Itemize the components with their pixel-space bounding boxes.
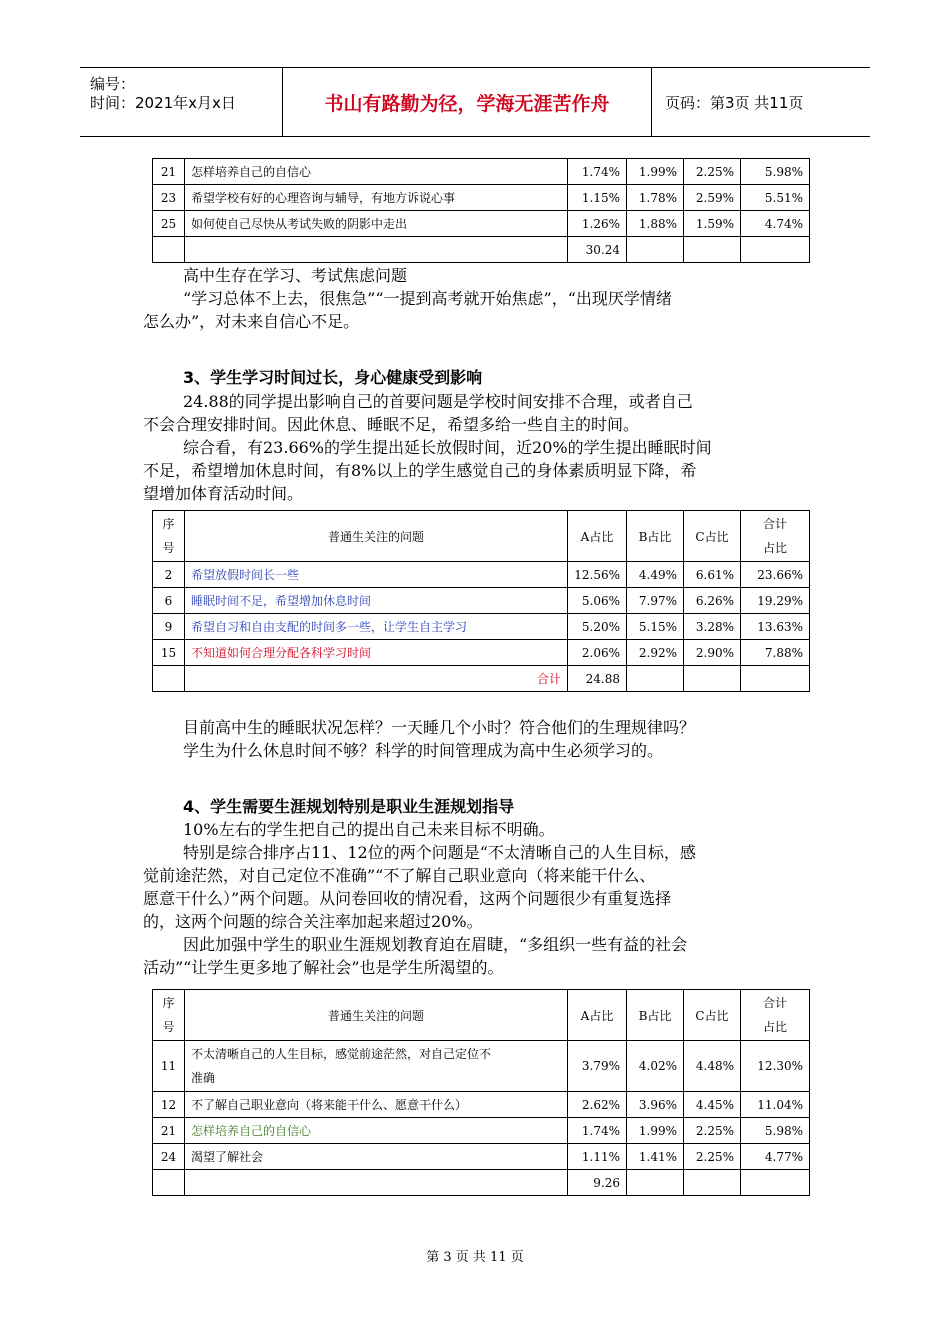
section-4-heading: 4、学生需要生涯规划特别是职业生涯规划指导 <box>183 797 515 816</box>
empty-cell <box>185 237 568 263</box>
text-line: 24.88的同学提出影响自己的首要问题是学校时间安排不合理，或者自己 <box>183 392 693 411</box>
section-3-body <box>143 390 809 505</box>
sum-value: 9.26 <box>568 1170 627 1196</box>
row-issue: 怎样培养自己的自信心 <box>185 159 568 185</box>
text-line: 望增加体育活动时间。 <box>143 484 304 503</box>
empty-cell <box>185 1170 568 1196</box>
table-sum-row <box>153 666 810 692</box>
header-c: C占比 <box>684 990 741 1041</box>
table-row <box>153 1144 810 1170</box>
row-total: 4.74% <box>741 211 810 237</box>
header-total-1: 合计 <box>762 996 787 1010</box>
row-total: 5.98% <box>741 1118 810 1144</box>
row-b: 1.41% <box>627 1144 684 1170</box>
row-total: 23.66% <box>741 562 810 588</box>
empty-cell <box>153 237 185 263</box>
table-row <box>153 211 810 237</box>
header-total <box>741 511 810 562</box>
row-a: 3.79% <box>568 1041 627 1092</box>
header-a: A占比 <box>568 511 627 562</box>
table-header-row <box>153 511 810 562</box>
empty-cell <box>684 1170 741 1196</box>
row-total: 13.63% <box>741 614 810 640</box>
row-b: 1.88% <box>627 211 684 237</box>
page-footer: 第 3 页 共 11 页 <box>426 1250 524 1265</box>
row-b: 4.02% <box>627 1041 684 1092</box>
text-line: 特别是综合排序占11、12位的两个问题是“不太清晰自己的人生目标，感 <box>183 843 696 862</box>
row-a: 5.06% <box>568 588 627 614</box>
row-b: 3.96% <box>627 1092 684 1118</box>
row-no: 9 <box>153 614 185 640</box>
row-issue: 睡眠时间不足，希望增加休息时间 <box>185 588 568 614</box>
text-line: 目前高中生的睡眠状况怎样？一天睡几个小时？符合他们的生理规律吗？ <box>183 718 696 737</box>
row-no: 23 <box>153 185 185 211</box>
row-c: 2.25% <box>684 1118 741 1144</box>
table-career <box>152 989 810 1196</box>
table-row <box>153 159 810 185</box>
para-anxiety <box>143 264 809 333</box>
header-issue: 普通生关注的问题 <box>185 511 568 562</box>
header-meta <box>80 68 283 136</box>
row-c: 6.26% <box>684 588 741 614</box>
row-c: 4.45% <box>684 1092 741 1118</box>
table-row <box>153 588 810 614</box>
row-a: 1.11% <box>568 1144 627 1170</box>
row-a: 1.74% <box>568 1118 627 1144</box>
row-no: 24 <box>153 1144 185 1170</box>
row-c: 6.61% <box>684 562 741 588</box>
row-b: 5.15% <box>627 614 684 640</box>
empty-cell <box>684 666 741 692</box>
sum-label: 合计 <box>185 666 568 692</box>
text-line: 学生为什么休息时间不够？科学的时间管理成为高中生必须学习的。 <box>183 741 664 760</box>
row-no: 12 <box>153 1092 185 1118</box>
row-c: 2.25% <box>684 1144 741 1170</box>
header-no <box>153 511 185 562</box>
header-no <box>153 990 185 1041</box>
page-number-label: 页码：第3页 共11页 <box>665 93 804 112</box>
row-issue: 怎样培养自己的自信心 <box>185 1118 568 1144</box>
row-b: 4.49% <box>627 562 684 588</box>
row-no: 11 <box>153 1041 185 1092</box>
text-line: 觉前途茫然，对自己定位不准确”“不了解自己职业意向（将来能干什么、 <box>143 866 656 885</box>
table-row <box>153 1092 810 1118</box>
table-sum-row <box>153 1170 810 1196</box>
row-total: 19.29% <box>741 588 810 614</box>
empty-cell <box>741 666 810 692</box>
header-no-2: 号 <box>162 541 175 555</box>
row-a: 2.06% <box>568 640 627 666</box>
row-a: 12.56% <box>568 562 627 588</box>
row-total: 12.30% <box>741 1041 810 1092</box>
text-line: “学习总体不上去，很焦急”“一提到高考就开始焦虑”，“出现厌学情绪 <box>183 289 672 308</box>
row-issue-line: 准确 <box>191 1071 216 1085</box>
row-no: 2 <box>153 562 185 588</box>
row-b: 2.92% <box>627 640 684 666</box>
empty-cell <box>684 237 741 263</box>
header-no-1: 序 <box>162 996 175 1010</box>
row-issue: 不了解自己职业意向（将来能干什么、愿意干什么） <box>185 1092 568 1118</box>
text-line: 活动”“让学生更多地了解社会”也是学生所渴望的。 <box>143 958 504 977</box>
text-line: 怎么办”，对未来自信心不足。 <box>143 312 360 331</box>
row-issue: 希望放假时间长一些 <box>185 562 568 588</box>
empty-cell <box>153 666 185 692</box>
header-no-1: 序 <box>162 517 175 531</box>
row-issue: 希望学校有好的心理咨询与辅导，有地方诉说心事 <box>185 185 568 211</box>
header-total-2: 占比 <box>762 541 787 555</box>
table-sum-row <box>153 237 810 263</box>
empty-cell <box>741 237 810 263</box>
header-issue: 普通生关注的问题 <box>185 990 568 1041</box>
sum-value: 30.24 <box>568 237 627 263</box>
row-c: 2.59% <box>684 185 741 211</box>
row-a: 2.62% <box>568 1092 627 1118</box>
row-c: 2.90% <box>684 640 741 666</box>
row-c: 2.25% <box>684 159 741 185</box>
header-b: B占比 <box>627 511 684 562</box>
row-b: 1.99% <box>627 1118 684 1144</box>
table-row <box>153 1118 810 1144</box>
empty-cell <box>741 1170 810 1196</box>
text-line: 愿意干什么）”两个问题。从问卷回收的情况看，这两个问题很少有重复选择 <box>143 889 672 908</box>
header-no-2: 号 <box>162 1020 175 1034</box>
row-b: 7.97% <box>627 588 684 614</box>
header-total-1: 合计 <box>762 517 787 531</box>
row-total: 11.04% <box>741 1092 810 1118</box>
table-header-row <box>153 990 810 1041</box>
table-row <box>153 1041 810 1092</box>
row-total: 4.77% <box>741 1144 810 1170</box>
date-label: 时间：2021年x月x日 <box>90 94 236 112</box>
row-total: 5.98% <box>741 159 810 185</box>
page-header <box>80 67 870 137</box>
row-c: 1.59% <box>684 211 741 237</box>
table-row <box>153 640 810 666</box>
para-sleep <box>143 716 809 762</box>
row-a: 1.26% <box>568 211 627 237</box>
row-b: 1.99% <box>627 159 684 185</box>
section-4-body <box>143 818 809 979</box>
header-a: A占比 <box>568 990 627 1041</box>
row-issue: 如何使自己尽快从考试失败的阴影中走出 <box>185 211 568 237</box>
text-line: 因此加强中学生的职业生涯规划教育迫在眉睫，“多组织一些有益的社会 <box>183 935 688 954</box>
header-motto: 书山有路勤为径，学海无涯苦作舟 <box>283 68 652 136</box>
header-total <box>741 990 810 1041</box>
row-issue-line: 不太清晰自己的人生目标，感觉前途茫然，对自己定位不 <box>191 1047 492 1061</box>
row-issue: 渴望了解社会 <box>185 1144 568 1170</box>
row-no: 25 <box>153 211 185 237</box>
row-a: 1.15% <box>568 185 627 211</box>
row-no: 15 <box>153 640 185 666</box>
empty-cell <box>627 1170 684 1196</box>
table-time <box>152 510 810 692</box>
row-no: 6 <box>153 588 185 614</box>
row-issue: 希望自习和自由支配的时间多一些，让学生自主学习 <box>185 614 568 640</box>
text-line: 高中生存在学习、考试焦虑问题 <box>183 266 408 285</box>
empty-cell <box>153 1170 185 1196</box>
row-issue: 不知道如何合理分配各科学习时间 <box>185 640 568 666</box>
sum-value: 24.88 <box>568 666 627 692</box>
text-line: 综合看，有23.66%的学生提出延长放假时间，近20%的学生提出睡眠时间 <box>183 438 712 457</box>
row-no: 21 <box>153 1118 185 1144</box>
text-line: 10%左右的学生把自己的提出自己未来目标不明确。 <box>183 820 555 839</box>
text-line: 的，这两个问题的综合关注率加起来超过20%。 <box>143 912 483 931</box>
row-total: 7.88% <box>741 640 810 666</box>
header-total-2: 占比 <box>762 1020 787 1034</box>
row-issue <box>185 1041 568 1092</box>
row-c: 4.48% <box>684 1041 741 1092</box>
table-row <box>153 562 810 588</box>
row-total: 5.51% <box>741 185 810 211</box>
empty-cell <box>627 237 684 263</box>
row-a: 1.74% <box>568 159 627 185</box>
text-line: 不会合理安排时间。因此休息、睡眠不足，希望多给一些自主的时间。 <box>143 415 640 434</box>
row-a: 5.20% <box>568 614 627 640</box>
empty-cell <box>627 666 684 692</box>
row-no: 21 <box>153 159 185 185</box>
header-c: C占比 <box>684 511 741 562</box>
table-row <box>153 614 810 640</box>
table-row <box>153 185 810 211</box>
row-b: 1.78% <box>627 185 684 211</box>
number-label: 编号： <box>90 75 136 93</box>
header-b: B占比 <box>627 990 684 1041</box>
section-3-heading: 3、学生学习时间过长，身心健康受到影响 <box>183 368 483 387</box>
text-line: 不足，希望增加休息时间，有8%以上的学生感觉自己的身体素质明显下降，希 <box>143 461 697 480</box>
row-c: 3.28% <box>684 614 741 640</box>
table-anxiety <box>152 158 810 263</box>
